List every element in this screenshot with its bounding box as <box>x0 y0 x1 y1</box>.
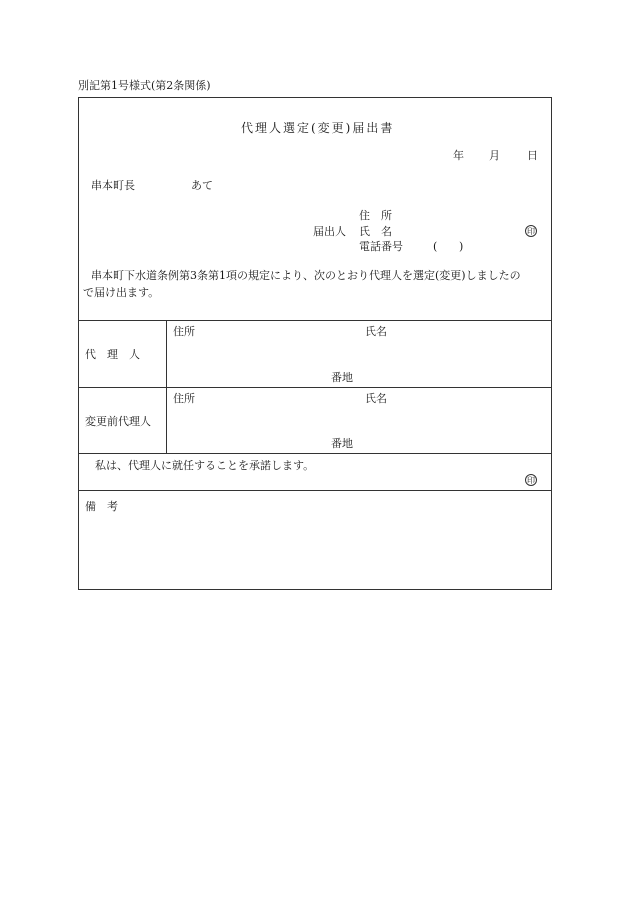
applicant-label: 届出人 <box>313 225 346 238</box>
divider-remarks-top <box>79 490 551 491</box>
consent-seal-icon: 印 <box>527 476 535 485</box>
applicant-phone-label: 電話番号 <box>359 240 403 253</box>
form-box <box>78 97 552 590</box>
date-month: 月 <box>489 149 500 162</box>
divider-consent-top <box>79 453 551 454</box>
addressee-name: 串本町長 <box>91 179 135 192</box>
phone-paren-close: ) <box>459 240 464 253</box>
statement-line-1: 串本町下水道条例第3条第1項の規定により、次のとおり代理人を選定(変更)しましたの <box>91 269 521 282</box>
label-column-divider <box>166 320 167 453</box>
date-day: 日 <box>527 149 538 162</box>
agent-name-label: 氏名 <box>365 325 387 338</box>
form-reference: 別記第1号様式(第2条関係) <box>78 79 211 92</box>
prev-agent-name-label: 氏名 <box>365 392 387 405</box>
divider-prev-agent-top <box>79 387 551 388</box>
agent-label: 代 理 人 <box>85 348 140 361</box>
prev-agent-address-label: 住所 <box>173 392 195 405</box>
applicant-name-label: 氏 名 <box>359 225 392 238</box>
prev-agent-banchi-label: 番地 <box>331 437 353 450</box>
phone-paren-open: ( <box>433 240 438 253</box>
date-year: 年 <box>453 149 464 162</box>
form-title: 代理人選定(変更)届出書 <box>241 121 395 135</box>
addressee-suffix: あて <box>191 179 213 192</box>
agent-banchi-label: 番地 <box>331 371 353 384</box>
applicant-address-label: 住 所 <box>359 209 392 222</box>
applicant-seal-icon: 印 <box>527 227 535 236</box>
prev-agent-label: 変更前代理人 <box>85 415 151 428</box>
statement-line-2: で届け出ます。 <box>83 286 160 299</box>
consent-text: 私は、代理人に就任することを承諾します。 <box>95 459 315 472</box>
agent-address-label: 住所 <box>173 325 195 338</box>
remarks-label: 備 考 <box>85 500 118 513</box>
divider-agent-top <box>79 320 551 321</box>
